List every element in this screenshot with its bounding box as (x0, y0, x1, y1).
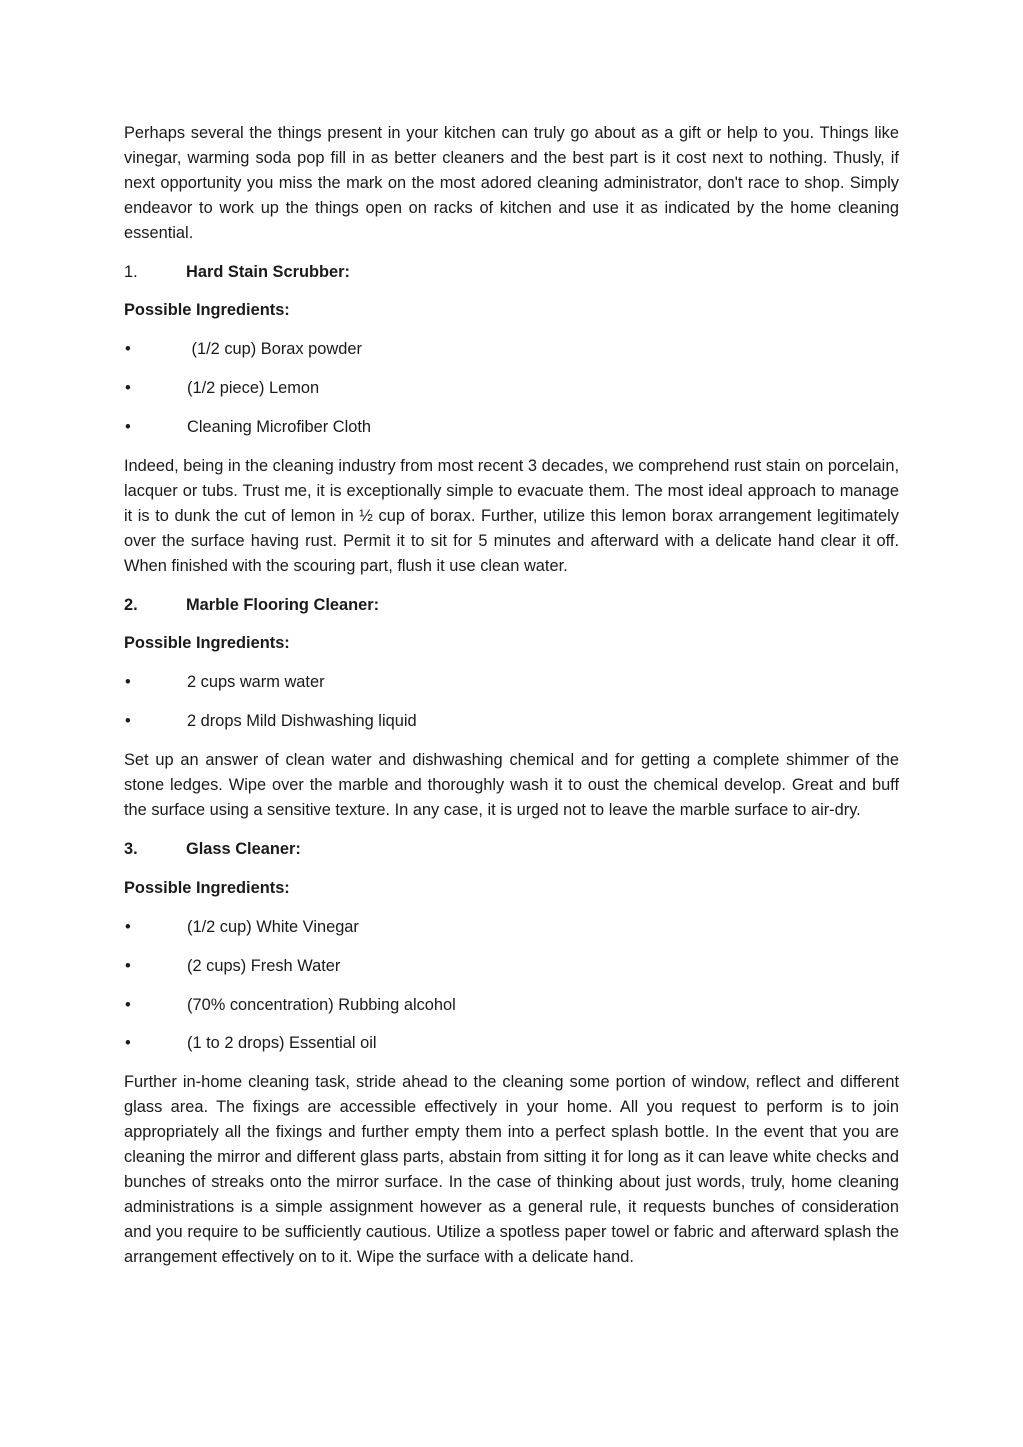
intro-paragraph: Perhaps several the things present in your kitchen can truly go about as a gift or help to you. Things like vinegar, warming soda pop fill in as better cleaners and the best part is it cost next to nothing. Thusly, if next opportunity you miss the mark on the most adored cleaning administrator, don't race to shop. Simply endeavor to work up the things open on racks of kitchen and use it as indicated by the home cleaning essential. (124, 124, 899, 242)
bullet-icon: • (125, 917, 131, 936)
bullet-icon: • (125, 995, 131, 1014)
ingredient-text: (2 cups) Fresh Water (187, 956, 341, 975)
ingredient-text: (1/2 piece) Lemon (187, 379, 320, 398)
bullet-icon: • (125, 379, 131, 398)
ingredients-heading: Possible Ingredients: (124, 634, 290, 653)
section-heading-1 (124, 260, 899, 285)
list-item (124, 954, 899, 979)
list-item (124, 376, 899, 401)
list-item (124, 670, 899, 695)
list-item (124, 709, 899, 734)
ingredients-heading: Possible Ingredients: (124, 878, 290, 897)
section-number: 3. (124, 839, 138, 858)
section-title: Glass Cleaner: (186, 839, 301, 858)
bullet-icon: • (125, 1034, 131, 1053)
document-page (124, 121, 899, 1284)
section-heading-3 (124, 837, 899, 862)
bullet-icon: • (125, 712, 131, 731)
bullet-icon: • (125, 673, 131, 692)
ingredients-heading: Possible Ingredients: (124, 301, 290, 320)
ingredient-text: Cleaning Microfiber Cloth (187, 418, 372, 437)
ingredient-text: (1/2 cup) White Vinegar (187, 917, 359, 936)
ingredient-text: 2 drops Mild Dishwashing liquid (187, 712, 417, 731)
section-title: Hard Stain Scrubber: (186, 262, 350, 281)
section-body: Indeed, being in the cleaning industry from most recent 3 decades, we comprehend rust stain on porcelain, lacquer or tubs. Trust me, it is exceptionally simple to evacuate them. The most ideal approach to manage it is to dunk the cut of lemon in ½ cup of borax. Further, utilize this lemon borax arrangement legitimately over the surface having rust. Permit it to sit for 5 minutes and afterward with a delicate hand clear it off. When finished with the scouring part, flush it use clean water. (124, 457, 899, 575)
ingredient-text: 2 cups warm water (187, 673, 325, 692)
section-number: 2. (124, 595, 138, 614)
ingredient-text: (1 to 2 drops) Essential oil (187, 1034, 377, 1053)
bullet-icon: • (125, 340, 131, 359)
list-item (124, 993, 899, 1018)
section-body: Further in-home cleaning task, stride ahead to the cleaning some portion of window, reflect and different glass area. The fixings are accessible effectively in your home. All you request to perform is to join appropriately all the fixings and further empty them into a perfect splash bottle. In the event that you are cleaning the mirror and different glass parts, abstain from sitting it for long as it can leave white checks and bunches of streaks onto the mirror surface. In the case of thinking about just words, truly, home cleaning administrations is a simple assignment however as a general rule, it requests bunches of consideration and you require to be sufficiently cautious. Utilize a spotless paper towel or fabric and afterward splash the arrangement effectively on to it. Wipe the surface with a delicate hand. (124, 1073, 899, 1266)
bullet-icon: • (125, 956, 131, 975)
list-item (124, 337, 899, 362)
bullet-icon: • (125, 418, 131, 437)
list-item (124, 1031, 899, 1056)
section-title: Marble Flooring Cleaner: (186, 595, 380, 614)
list-item (124, 415, 899, 440)
section-heading-2 (124, 593, 899, 618)
ingredient-text: (70% concentration) Rubbing alcohol (187, 995, 456, 1014)
section-number: 1. (124, 262, 138, 281)
section-body: Set up an answer of clean water and dishwashing chemical and for getting a complete shimmer of the stone ledges. Wipe over the marble and thoroughly wash it to oust the chemical develop. Great and buff the surface using a sensitive texture. In any case, it is urged not to leave the marble surface to air-dry. (124, 751, 899, 819)
list-item (124, 915, 899, 940)
ingredient-text: (1/2 cup) Borax powder (187, 340, 362, 359)
